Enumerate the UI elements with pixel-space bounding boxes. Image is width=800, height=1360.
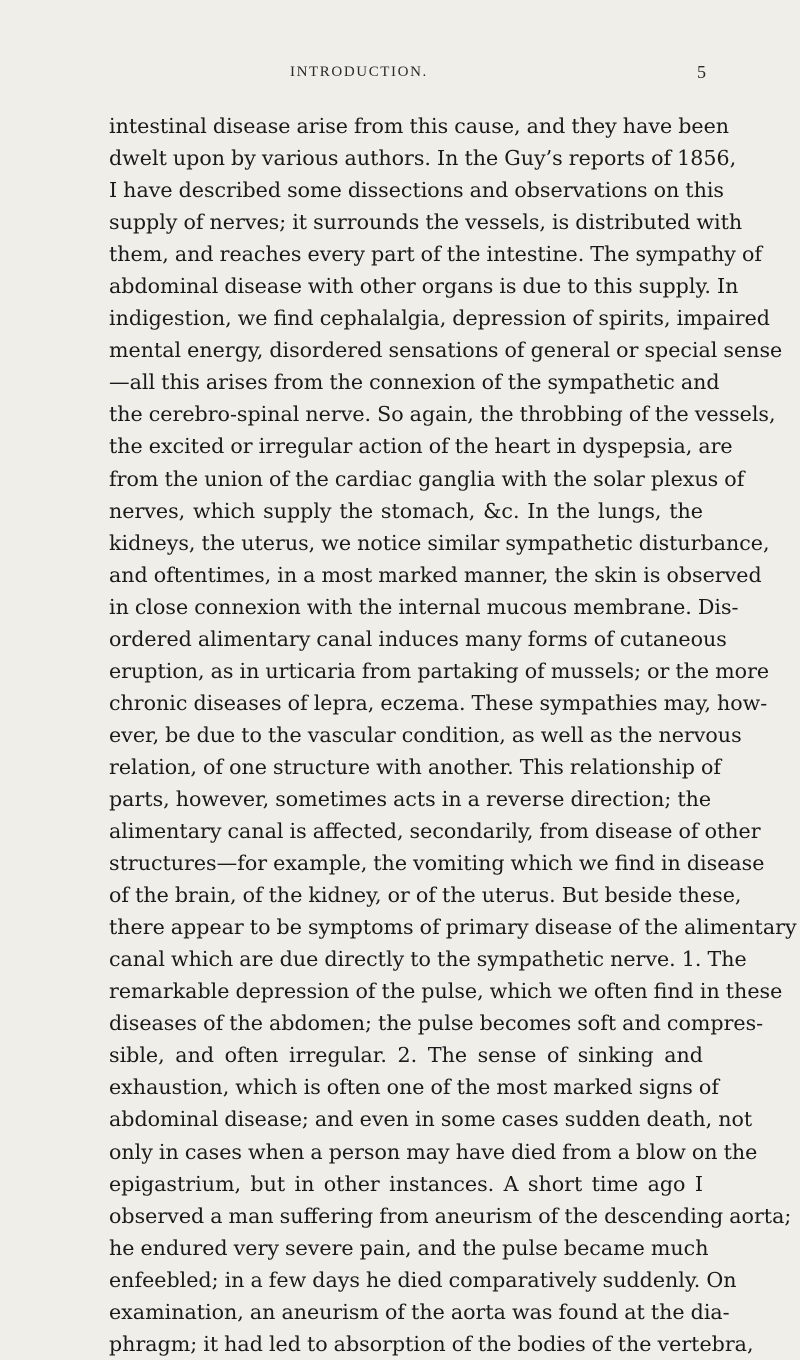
text-line: there appear to be symptoms of primary disease of the alimentary [109, 915, 797, 940]
body-text [109, 110, 797, 1360]
text-line: supply of nerves; it surrounds the vessels, is distributed with [109, 210, 743, 235]
text-line: structures—for example, the vomiting which we find in disease [109, 851, 765, 876]
text-line: alimentary canal is affected, secondarily, from disease of other [109, 819, 761, 844]
text-line: indigestion, we find cephalalgia, depression of spirits, impaired [109, 306, 770, 331]
text-line: enfeebled; in a few days he died comparatively suddenly. On [109, 1267, 737, 1292]
text-line: chronic diseases of lepra, eczema. These sympathies may, how- [109, 690, 768, 715]
text-line: intestinal disease arise from this cause, and they have been [109, 114, 730, 138]
text-line: eruption, as in urticaria from partaking of mussels; or the more [109, 658, 770, 683]
text-line: he endured very severe pain, and the pulse became much [109, 1235, 709, 1260]
text-line: parts, however, sometimes acts in a reverse direction; the [109, 786, 712, 811]
text-line: abdominal disease with other organs is due to this supply. In [109, 274, 739, 299]
text-line: of the brain, of the kidney, or of the uterus. But beside these, [109, 883, 742, 908]
text-line: dwelt upon by various authors. In the Guy’s reports of 1856, [109, 146, 737, 171]
text-line: —all this arises from the connexion of the sympathetic and [109, 370, 720, 395]
text-line: observed a man suffering from aneurism of the descending aorta; [109, 1203, 792, 1228]
text-line: examination, an aneurism of the aorta was found at the dia- [109, 1299, 730, 1324]
text-line: phragm; it had led to absorption of the bodies of the vertebra, [109, 1331, 754, 1356]
text-line: the excited or irregular action of the heart in dyspepsia, are [109, 434, 733, 459]
running-head [0, 64, 800, 88]
text-line: exhaustion, which is often one of the most marked signs of [109, 1075, 719, 1100]
text-line: and oftentimes, in a most marked manner, the skin is observed [109, 562, 762, 587]
text-line: mental energy, disordered sensations of general or special sense [109, 338, 783, 363]
text-line: only in cases when a person may have died from a blow on the [109, 1139, 758, 1164]
text-line: ever, be due to the vascular condition, as well as the nervous [109, 722, 742, 747]
chapter-title: INTRODUCTION. [290, 64, 428, 80]
text-line: in close connexion with the internal mucous membrane. Dis- [109, 594, 739, 619]
text-line: sible, and often irregular. 2. The sense of sinking and [109, 1043, 703, 1068]
text-line: I have described some dissections and observations on this [109, 178, 724, 203]
text-line: the cerebro-spinal nerve. So again, the throbbing of the vessels, [109, 402, 776, 427]
text-line: ordered alimentary canal induces many forms of cutaneous [109, 626, 727, 651]
text-line: remarkable depression of the pulse, which we often find in these [109, 979, 783, 1004]
text-line: relation, of one structure with another. This relationship of [109, 754, 722, 779]
text-line: epigastrium, but in other instances. A short time ago I [109, 1171, 703, 1196]
text-line: from the union of the cardiac ganglia with the solar plexus of [109, 466, 745, 491]
page-number: 5 [697, 62, 706, 82]
text-line: abdominal disease; and even in some cases sudden death, not [109, 1107, 753, 1132]
text-line: them, and reaches every part of the intestine. The sympathy of [109, 242, 762, 267]
text-line: nerves, which supply the stomach, &c. In the lungs, the [109, 498, 703, 523]
text-line: diseases of the abdomen; the pulse becomes soft and compres- [109, 1011, 764, 1036]
text-line: canal which are due directly to the sympathetic nerve. 1. The [109, 947, 747, 972]
text-line: kidneys, the uterus, we notice similar sympathetic disturbance, [109, 530, 770, 555]
